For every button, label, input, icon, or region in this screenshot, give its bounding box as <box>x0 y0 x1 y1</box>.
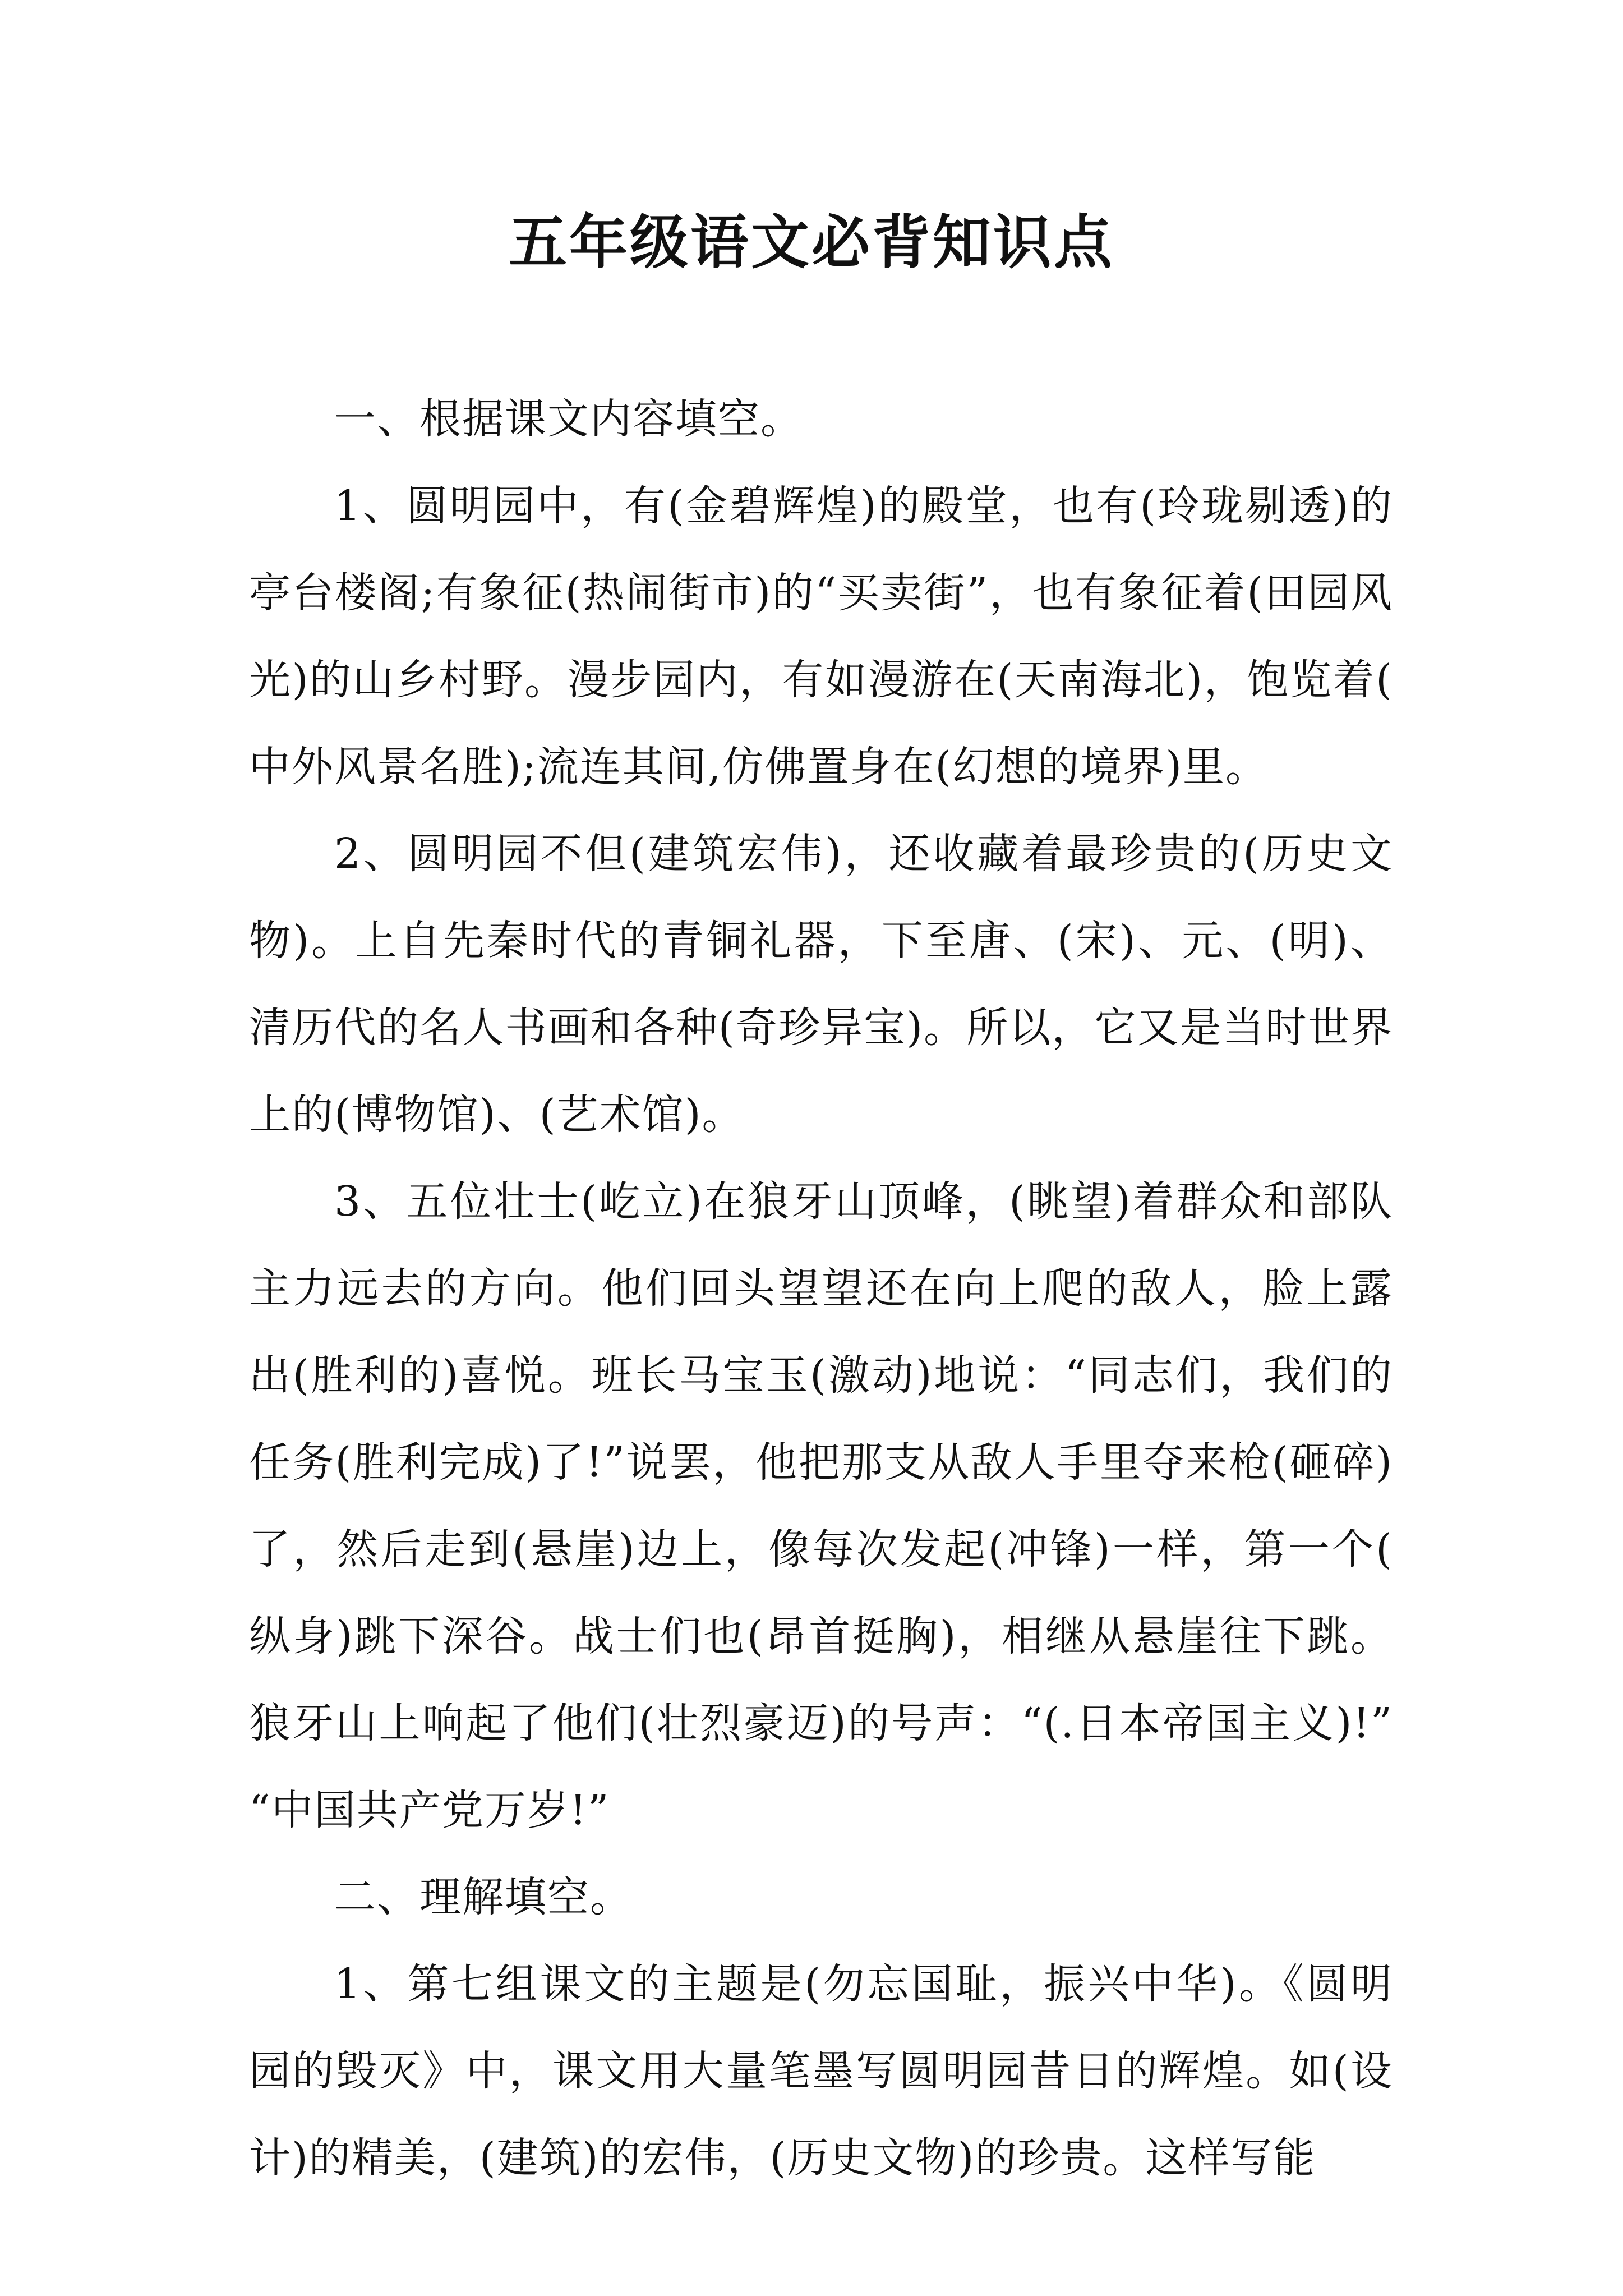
document-body <box>249 376 1393 2202</box>
section-heading-fill-in: 一、根据课文内容填空。 <box>334 395 803 443</box>
section-heading-comprehension: 二、理解填空。 <box>334 1873 633 1921</box>
paragraph-langyashan-heroes: 3、五位壮士(屹立)在狼牙山顶峰，(眺望)着群众和部队主力远去的方向。他们回头望望还在向上爬的敌人，脸上露出(胜利的)喜悦。班长马宝玉(激动)地说：“同志们，我们的任务(胜利完成)了!”说罢，他把那支从敌人手里夺来枪(砸碎)了，然后走到(悬崖)边上，像每次发起(冲锋)一样，第一个(纵身)跳下深谷。战士们也(昂首挺胸)，相继从悬崖往下跳。狼牙山上响起了他们(壮烈豪迈)的号声：“(.日本帝国主义)!”“中国共产党万岁!” <box>249 1177 1393 1834</box>
document-title: 五年级语文必背知识点 <box>508 208 1114 277</box>
paragraph-yuanmingyuan-relics: 2、圆明园不但(建筑宏伟)，还收藏着最珍贵的(历史文物)。上自先秦时代的青铜礼器，下至唐、(宋)、元、(明)、清历代的名人书画和各种(奇珍异宝)。所以，它又是当时世界上的(博物馆)、(艺术馆)。 <box>249 830 1393 1139</box>
paragraph-yuanmingyuan-scenery: 1、圆明园中，有(金碧辉煌)的殿堂，也有(玲珑剔透)的亭台楼阁;有象征(热闹街市)的“买卖街”，也有象征着(田园风光)的山乡村野。漫步园内，有如漫游在(天南海北)，饱览着(中外风景名胜);流连其间,仿佛置身在(幻想的境界)里。 <box>249 482 1393 791</box>
paragraph-group-seven-theme: 1、第七组课文的主题是(勿忘国耻，振兴中华)。《圆明园的毁灭》中，课文用大量笔墨写圆明园昔日的辉煌。如(设计)的精美，(建筑)的宏伟，(历史文物)的珍贵。这样写能 <box>249 1960 1393 2182</box>
